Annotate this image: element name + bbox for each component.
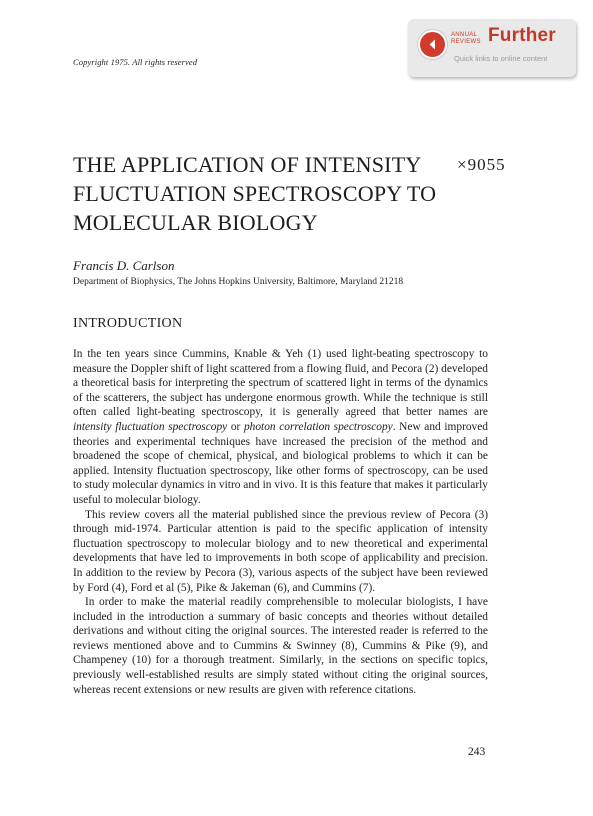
paragraph-text: . New and improved theories and experimental techniques have increased the precision of the method and broadened the scope of chemical, physical, and biological problems to which it can be applied. Intensity fluctuation spectroscopy, like other forms of spectroscopy, can be used to study molecular dynamics in vitro and in vivo. It is this feature that makes it particularly useful to molecular biology. xyxy=(73,420,488,506)
further-label: Further xyxy=(488,25,556,46)
article-code: ×9055 xyxy=(457,155,506,174)
italic-term: photon correlation spectroscopy xyxy=(243,420,393,433)
body-paragraph: In order to make the material readily comprehensible to molecular biologists, I have included in the introduction a summary of basic concepts and theories without detailed derivations and without citing the original sources. The interested reader is referred to the reviews mentioned above and to Cummins & Swinney (8), Cummins & Pike (9), and Champeney (10) for a thorough treatment. Similarly, in the sections on specific topics, previously well-established results are simply stated without citing the original sources, whereas recent extensions or new results are given with reference citations. xyxy=(73,596,488,696)
annual-label: ANNUAL xyxy=(451,32,478,38)
quick-links-label: Quick links to online content xyxy=(454,54,548,63)
annual-reviews-further-badge[interactable] xyxy=(408,19,576,77)
body-paragraph xyxy=(73,347,488,508)
article-title: THE APPLICATION OF INTENSITY FLUCTUATION SPECTROSCOPY TO MOLECULAR BIOLOGY xyxy=(73,152,437,235)
reviews-label: REVIEWS xyxy=(451,39,481,45)
body-paragraph: This review covers all the material published since the previous review of Pecora (3) through mid-1974. Particular attention is paid to the specific application of intensity fluctuation spectroscopy to molecular biology and to new theoretical and experimental developments that have led to improvements in both scope of applicability and precision. In addition to the review by Pecora (3), various aspects of the subject have been reviewed by Ford (4), Ford et al (5), Pike & Jakeman (6), and Cummins (7). xyxy=(73,508,488,594)
author-affiliation: Department of Biophysics, The Johns Hopkins University, Baltimore, Maryland 21218 xyxy=(73,277,404,287)
section-heading: INTRODUCTION xyxy=(73,316,183,331)
author-name: Francis D. Carlson xyxy=(73,258,175,273)
page-number: 243 xyxy=(468,746,486,758)
italic-term: intensity fluctuation spectroscopy xyxy=(73,420,228,433)
paragraph-text: In the ten years since Cummins, Knable & Yeh (1) used light-beating spectroscopy to measure the Doppler shift of light scattered from a flowing fluid, and Pecora (2) developed a theoretical basis for interpreting the spectrum of scattered light in terms of the dynamics of the scatterers, the subject has undergone enormous growth. While the technique is still often called light-beating spectroscopy, it is generally agreed that better names are xyxy=(73,348,488,419)
copyright-notice: Copyright 1975. All rights reserved xyxy=(73,57,198,67)
article-body xyxy=(73,347,488,697)
paragraph-text: or xyxy=(227,420,244,433)
back-arrow-icon xyxy=(418,30,447,59)
annual-reviews-logo-text xyxy=(451,32,485,46)
